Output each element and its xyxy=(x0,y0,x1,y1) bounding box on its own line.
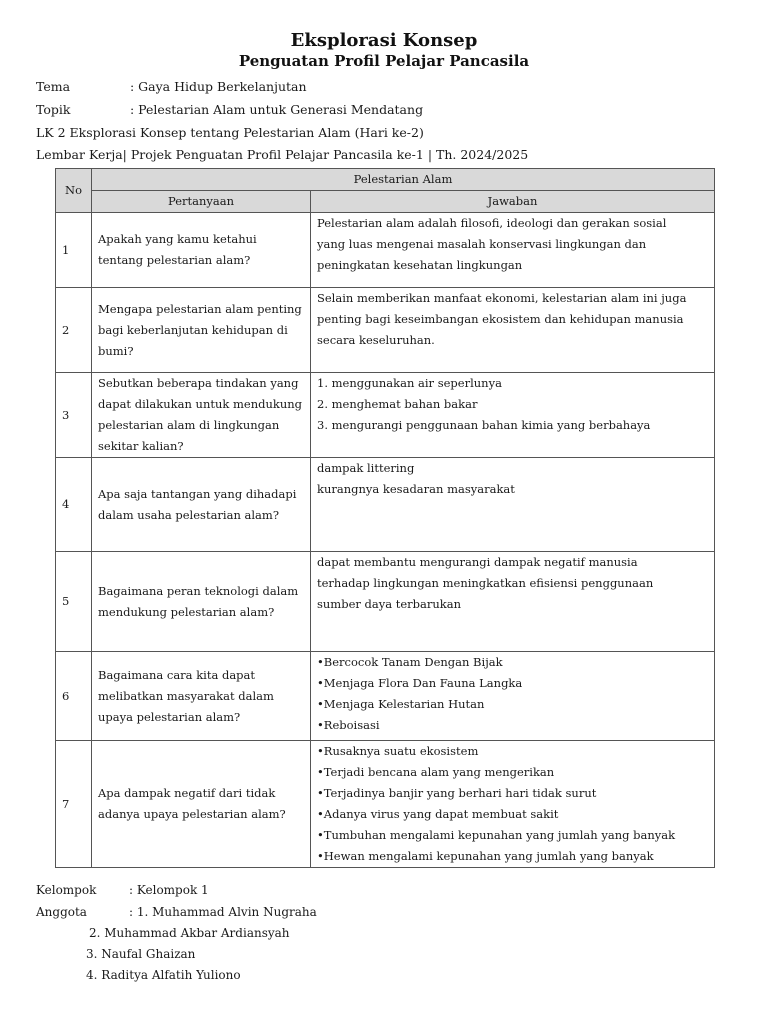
row-number: 3 xyxy=(56,373,92,458)
row-number: 1 xyxy=(56,213,92,288)
answer-cell xyxy=(311,552,715,652)
answer-line: •Terjadi bencana alam yang mengerikan xyxy=(317,765,555,779)
answer-line: kurangnya kesadaran masyarakat xyxy=(317,482,515,496)
topik-row xyxy=(36,102,423,117)
anggota-value: : 1. Muhammad Alvin Nugraha xyxy=(129,905,317,919)
topik-value: : Pelestarian Alam untuk Generasi Mendatang xyxy=(130,102,424,117)
question-cell: Mengapa pelestarian alam penting bagi keberlanjutan kehidupan di bumi? xyxy=(92,288,311,373)
answer-line: dapat membantu mengurangi dampak negatif manusia xyxy=(317,555,638,569)
row-number: 2 xyxy=(56,288,92,373)
answer-line: •Bercocok Tanam Dengan Bijak xyxy=(317,655,503,669)
answer-line: penting bagi keseimbangan ekosistem dan kehidupan manusia xyxy=(317,312,684,326)
table-row xyxy=(56,373,715,458)
kelompok-row xyxy=(36,883,209,897)
table-row xyxy=(56,458,715,552)
header-no: No xyxy=(56,169,92,213)
question-cell: Apakah yang kamu ketahui tentang pelestarian alam? xyxy=(92,213,311,288)
question-cell: Bagaimana cara kita dapat melibatkan masyarakat dalam upaya pelestarian alam? xyxy=(92,652,311,741)
answer-line: dampak littering xyxy=(317,461,415,475)
member-4: 4. Raditya Alfatih Yuliono xyxy=(86,968,241,982)
answer-line: •Tumbuhan mengalami kepunahan yang jumlah yang banyak xyxy=(317,828,676,842)
question-cell: Apa saja tantangan yang dihadapi dalam usaha pelestarian alam? xyxy=(92,458,311,552)
member-2: 2. Muhammad Akbar Ardiansyah xyxy=(89,926,290,940)
tema-row xyxy=(36,79,307,94)
answer-line: •Rusaknya suatu ekosistem xyxy=(317,744,479,758)
header-question: Pertanyaan xyxy=(92,191,311,213)
answer-line: yang luas mengenai masalah konservasi lingkungan dan xyxy=(317,237,647,251)
row-number: 5 xyxy=(56,552,92,652)
answer-line: Selain memberikan manfaat ekonomi, kelestarian alam ini juga xyxy=(317,291,687,305)
table-row xyxy=(56,288,715,373)
document-title: Eksplorasi Konsep xyxy=(290,30,478,51)
anggota-label: Anggota xyxy=(36,905,87,919)
answer-cell xyxy=(311,288,715,373)
table-row xyxy=(56,652,715,741)
worksheet-table xyxy=(55,168,715,868)
kelompok-label: Kelompok xyxy=(36,883,97,897)
answer-line: Pelestarian alam adalah filosofi, ideologi dan gerakan sosial xyxy=(317,216,667,230)
answer-line: •Hewan mengalami kepunahan yang jumlah yang banyak xyxy=(317,849,654,863)
question-cell: Bagaimana peran teknologi dalam mendukung pelestarian alam? xyxy=(92,552,311,652)
tema-label: Tema xyxy=(36,79,71,94)
answer-line: sumber daya terbarukan xyxy=(317,597,462,611)
answer-line: 2. menghemat bahan bakar xyxy=(317,397,478,411)
answer-cell xyxy=(311,741,715,868)
row-number: 7 xyxy=(56,741,92,868)
kelompok-value: : Kelompok 1 xyxy=(129,883,209,897)
row-number: 4 xyxy=(56,458,92,552)
topik-label: Topik xyxy=(36,102,71,117)
header-group: Pelestarian Alam xyxy=(92,169,715,191)
member-3: 3. Naufal Ghaizan xyxy=(86,947,196,961)
lk-line: LK 2 Eksplorasi Konsep tentang Pelestarian Alam (Hari ke-2) xyxy=(36,125,424,140)
answer-line: 3. mengurangi penggunaan bahan kimia yang berbahaya xyxy=(317,418,651,432)
anggota-row xyxy=(36,905,317,919)
document-subtitle: Penguatan Profil Pelajar Pancasila xyxy=(238,52,530,70)
table-row xyxy=(56,213,715,288)
table-row xyxy=(56,552,715,652)
answer-line: peningkatan kesehatan lingkungan xyxy=(317,258,523,272)
answer-cell xyxy=(311,373,715,458)
answer-cell xyxy=(311,213,715,288)
answer-line: terhadap lingkungan meningkatkan efisiensi penggunaan xyxy=(317,576,654,590)
answer-line: •Menjaga Kelestarian Hutan xyxy=(317,697,485,711)
answer-line: •Reboisasi xyxy=(317,718,380,732)
row-number: 6 xyxy=(56,652,92,741)
answer-line: secara keseluruhan. xyxy=(317,333,435,347)
question-cell: Apa dampak negatif dari tidak adanya upaya pelestarian alam? xyxy=(92,741,311,868)
answer-cell xyxy=(311,652,715,741)
answer-cell xyxy=(311,458,715,552)
answer-line: •Menjaga Flora Dan Fauna Langka xyxy=(317,676,523,690)
answer-line: •Adanya virus yang dapat membuat sakit xyxy=(317,807,559,821)
table-body xyxy=(56,213,715,868)
question-cell: Sebutkan beberapa tindakan yang dapat dilakukan untuk mendukung pelestarian alam di lingkungan sekitar kalian? xyxy=(92,373,311,458)
answer-line: •Terjadinya banjir yang berhari hari tidak surut xyxy=(317,786,597,800)
answer-line: 1. menggunakan air seperlunya xyxy=(317,376,502,390)
tema-value: : Gaya Hidup Berkelanjutan xyxy=(130,79,307,94)
header-answer: Jawaban xyxy=(311,191,715,213)
table-row xyxy=(56,741,715,868)
lembar-line: Lembar Kerja| Projek Penguatan Profil Pelajar Pancasila ke-1 | Th. 2024/2025 xyxy=(36,147,529,162)
